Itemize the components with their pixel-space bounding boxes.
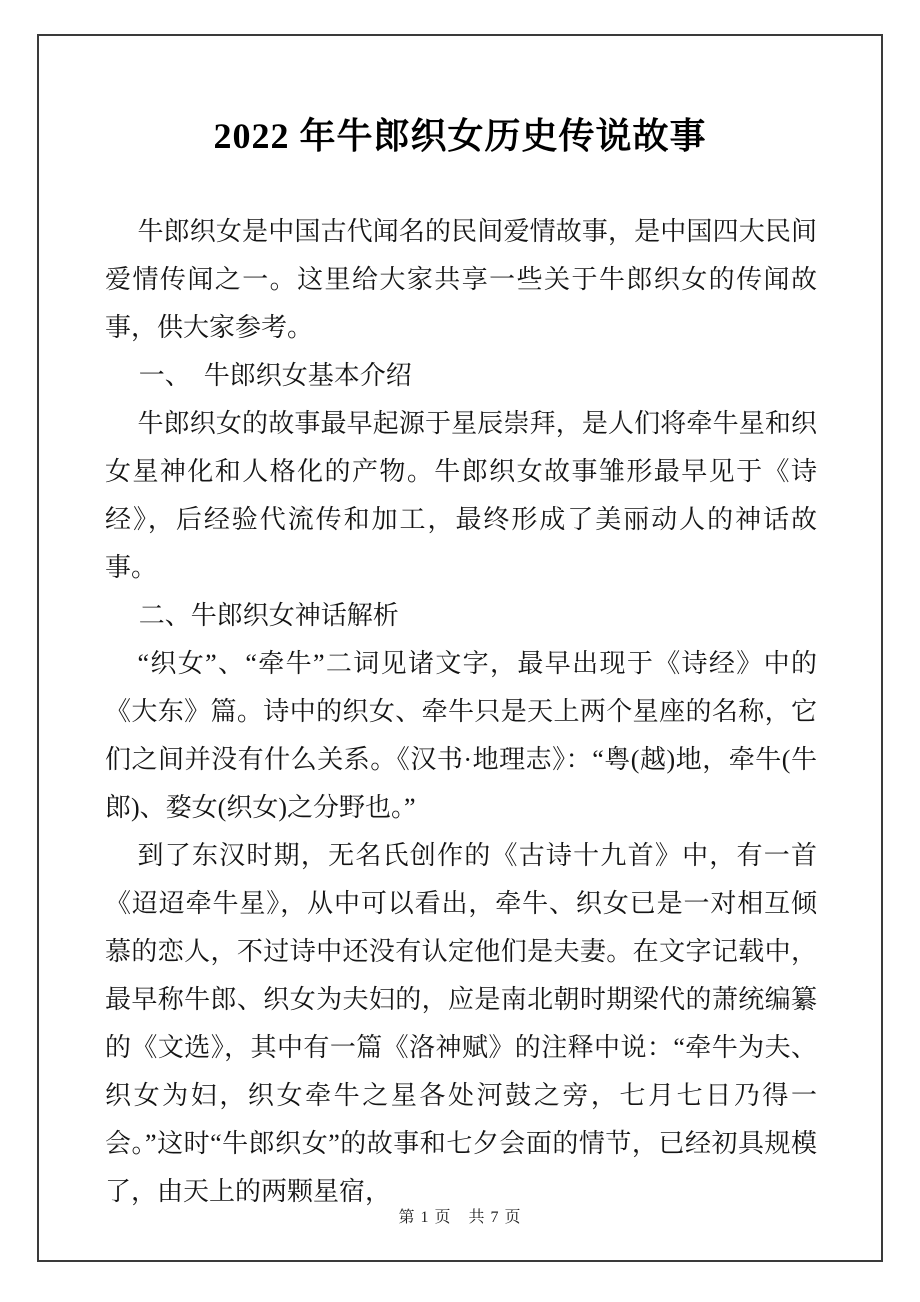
section-heading-1: 一、 牛郎织女基本介绍 (138, 361, 412, 390)
section-heading-2: 二、牛郎织女神话解析 (138, 601, 399, 630)
page-footer (39, 1208, 881, 1228)
page-border-frame (37, 34, 883, 1262)
paragraph-section2-body-2: 到了东汉时期，无名氏创作的《古诗十九首》中，有一首《迢迢牵牛星》，从中可以看出，牵牛、织女已是一对相互倾慕的恋人，不过诗中还没有认定他们是夫妻。在文字记载中，最早称牛郎、织女为夫妇的，应是南北朝时期梁代的萧统编纂的《文选》，其中有一篇《洛神赋》的注释中说：“牵牛为夫、织女为妇，织女牵牛之星各处河鼓之旁，七月七日乃得一会。”这时“牛郎织女”的故事和七夕会面的情节，已经初具规模了，由天上的两颗星宿， (105, 841, 817, 1206)
paragraph-intro: 牛郎织女是中国古代闻名的民间爱情故事，是中国四大民间爱情传闻之一。这里给大家共享一些关于牛郎织女的传闻故事，供大家参考。 (105, 217, 817, 342)
paragraph-section2-body-1: “织女”、“牵牛”二词见诸文字，最早出现于《诗经》中的《大东》篇。诗中的织女、牵牛只是天上两个星座的名称，它们之间并没有什么关系。《汉书·地理志》：“粤(越)地，牵牛(牛郎)、婺女(织女)之分野也。” (105, 649, 817, 822)
document-title: 2022 年牛郎织女历史传说故事 (213, 116, 707, 156)
paragraph-section1-body: 牛郎织女的故事最早起源于星辰崇拜，是人们将牵牛星和织女星神化和人格化的产物。牛郎织女故事雏形最早见于《诗经》，后经验代流传和加工，最终形成了美丽动人的神话故事。 (105, 409, 817, 582)
document-body (39, 208, 881, 1216)
page-number-label: 第 1 页 共 7 页 (398, 1209, 522, 1226)
